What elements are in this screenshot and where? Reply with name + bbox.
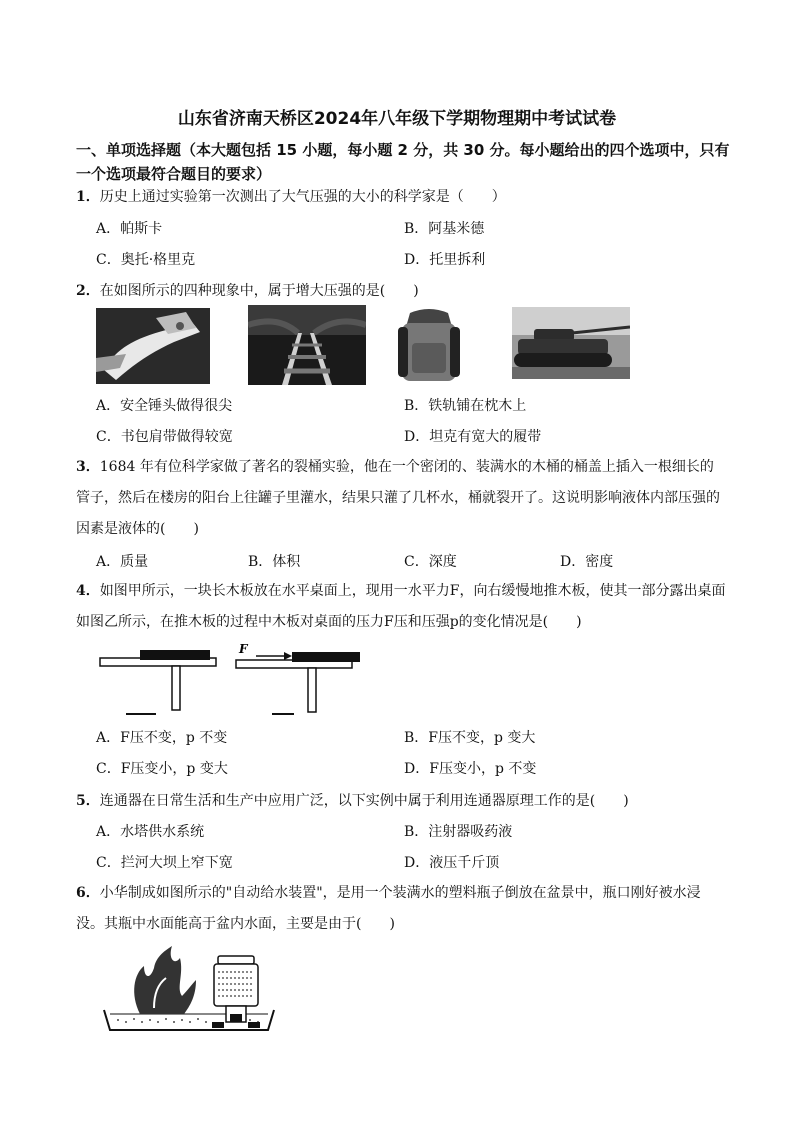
question-stem: 在如图所示的四种现象中，属于增大压强的是( ) bbox=[99, 283, 419, 299]
question-4 bbox=[76, 576, 726, 638]
option-c: C．书包肩带做得较宽 bbox=[96, 429, 233, 445]
question-stem: 1684 年有位科学家做了著名的裂桶实验，他在一个密闭的、装满水的木桶的桶盖上插入一根细长的管子，然后在楼房的阳台上往罐子里灌水，结果只灌了几杯水，桶就裂开了。这说明影响液体内部压强的因素是液体的( ) bbox=[76, 459, 720, 537]
option-a: A．安全锤头做得很尖 bbox=[96, 398, 233, 414]
question-number: 4． bbox=[76, 583, 100, 599]
question-number: 1． bbox=[76, 189, 100, 205]
option-b: B．F压不变，p 变大 bbox=[404, 730, 536, 746]
question-number: 2． bbox=[76, 283, 100, 299]
question-6 bbox=[76, 878, 726, 940]
question-number: 6． bbox=[76, 885, 100, 901]
option-d: D．F压变小，p 不变 bbox=[404, 761, 537, 777]
section-heading: 一、单项选择题（本大题包括 15 小题，每小题 2 分，共 30 分。每小题给出的四个选项中，只有一个选项最符合题目的要求） bbox=[76, 141, 730, 183]
force-label: F bbox=[239, 642, 248, 656]
railway-track-photo bbox=[248, 305, 366, 385]
option-a: A．F压不变，p 不变 bbox=[96, 730, 228, 746]
option-b: B．阿基米德 bbox=[404, 221, 485, 237]
option-c: C．F压变小，p 变大 bbox=[96, 761, 228, 777]
option-d: D．坦克有宽大的履带 bbox=[404, 429, 542, 445]
page-title: 山东省济南天桥区2024年八年级下学期物理期中考试试卷 bbox=[177, 109, 617, 129]
question-stem: 连通器在日常生活和生产中应用广泛，以下实例中属于利用连通器原理工作的是( ) bbox=[99, 793, 629, 809]
question-3 bbox=[76, 452, 726, 545]
question-number: 3． bbox=[76, 459, 100, 475]
question-number: 5． bbox=[76, 793, 100, 809]
auto-water-device-diagram bbox=[100, 944, 276, 1036]
question-1 bbox=[76, 186, 506, 206]
board-push-diagram bbox=[96, 638, 366, 718]
safety-hammer-photo bbox=[96, 308, 210, 384]
option-d: D．液压千斤顶 bbox=[404, 855, 500, 871]
option-c: C．奥托·格里克 bbox=[96, 252, 196, 268]
question-stem: 小华制成如图所示的"自动给水装置"，是用一个装满水的塑料瓶子倒放在盆景中，瓶口刚好被水浸没。其瓶中水面能高于盆内水面，主要是由于( ) bbox=[76, 885, 701, 932]
option-b: B．体积 bbox=[248, 554, 301, 570]
option-d: D．托里拆利 bbox=[404, 252, 486, 268]
question-5 bbox=[76, 790, 629, 810]
option-d: D．密度 bbox=[560, 554, 614, 570]
option-c: C．深度 bbox=[404, 554, 457, 570]
question-stem: 如图甲所示，一块长木板放在水平桌面上，现用一水平力F，向右缓慢地推木板，使其一部分露出桌面如图乙所示，在推木板的过程中木板对桌面的压力F压和压强p的变化情况是( ) bbox=[76, 583, 726, 630]
option-b: B．注射器吸药液 bbox=[404, 824, 513, 840]
option-c: C．拦河大坝上窄下宽 bbox=[96, 855, 233, 871]
question-2 bbox=[76, 280, 419, 300]
option-a: A．帕斯卡 bbox=[96, 221, 163, 237]
backpack-photo bbox=[388, 307, 470, 385]
figure-yi bbox=[236, 652, 360, 714]
tank-photo bbox=[512, 307, 630, 379]
question-stem: 历史上通过实验第一次测出了大气压强的大小的科学家是（ ） bbox=[99, 189, 506, 205]
option-b: B．铁轨铺在枕木上 bbox=[404, 398, 527, 414]
figure-jia bbox=[100, 650, 216, 714]
option-a: A．质量 bbox=[96, 554, 149, 570]
option-a: A．水塔供水系统 bbox=[96, 824, 205, 840]
